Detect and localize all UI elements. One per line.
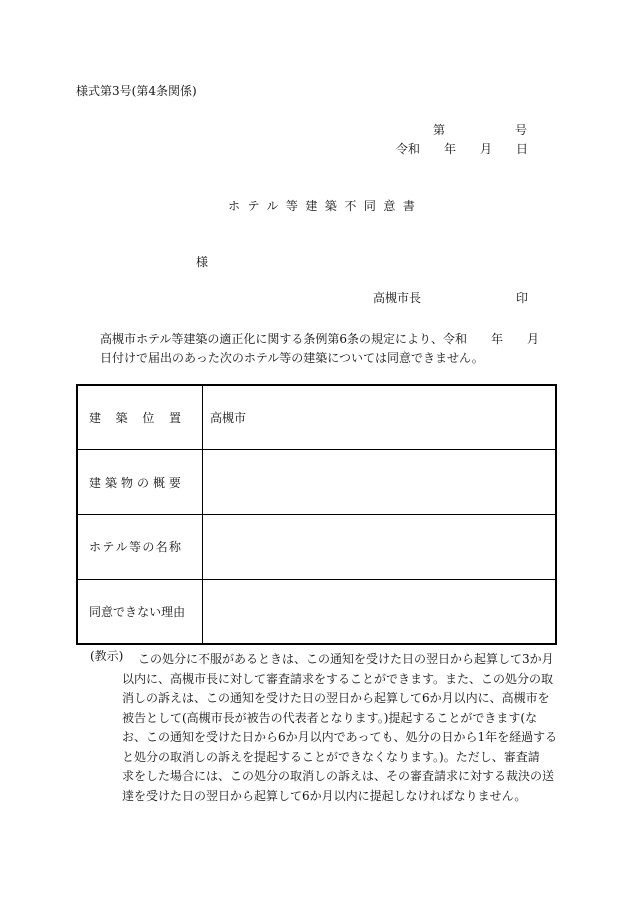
- body-line-1: 高槻市ホテル等建築の適正化に関する条例第6条の規定により、令和 年 月: [100, 332, 540, 346]
- form-number: 様式第3号(第4条関係): [76, 84, 197, 98]
- row-label-reason: [77, 579, 203, 644]
- body-text: [100, 330, 540, 368]
- spread-label: 建 築 位 置: [89, 411, 181, 426]
- table-row: [77, 579, 556, 644]
- month-label: 月: [480, 142, 493, 156]
- day-label: 日: [516, 142, 529, 156]
- row-value-overview: [203, 450, 557, 515]
- row-label-location: [77, 385, 203, 450]
- row-value-hotel-name: [203, 515, 557, 580]
- era-label: 令和: [396, 142, 421, 156]
- notice-line: 消しの訴えは、この通知を受けた日の翌日から起算して6か月以内に、高槻市を: [122, 691, 550, 705]
- notice-line: と処分の取消しの訴えを提起することができなくなります。)。ただし、審査請: [122, 749, 540, 764]
- notice-line: 以内に、高槻市長に対して審査請求をすることができます。また、この処分の取: [122, 671, 554, 686]
- notice-line: この処分に不服があるときは、この通知を受けた日の翌日から起算して3か月: [138, 652, 554, 666]
- row-label-hotel-name: [77, 515, 203, 580]
- seal-mark: 印: [516, 291, 529, 305]
- table-row: [77, 450, 556, 515]
- document-number-prefix: 第: [433, 123, 446, 137]
- row-value-reason: [203, 579, 557, 644]
- spread-label: 同 意 で き な い 理 由: [89, 604, 186, 619]
- row-value-location: 高槻市: [203, 385, 557, 450]
- addressee-suffix: 様: [196, 255, 209, 269]
- table-row: [77, 385, 556, 450]
- notice-label: (教示): [90, 649, 124, 663]
- document-number-suffix: 号: [515, 123, 528, 137]
- body-line-2: 日付けで届出のあった次のホテル等の建築については同意できません。: [100, 351, 484, 365]
- notice-line: 求をした場合には、この処分の取消しの訴えは、その審査請求に対する裁決の送: [122, 769, 555, 783]
- row-label-overview: [77, 450, 203, 515]
- spread-label: ホ テ ル 等 の 名 称: [89, 540, 181, 555]
- year-label: 年: [444, 142, 457, 156]
- information-table: [76, 384, 557, 645]
- notice-line: 被告として(高槻市長が被告の代表者となります。)提起することができます(な: [122, 710, 538, 725]
- notice-body: [122, 650, 558, 806]
- date-line: [396, 143, 528, 155]
- notice-line: 達を受けた日の翌日から起算して6か月以内に提起しなければなりません。: [122, 788, 527, 803]
- notice-line: お、この通知を受けた日から6か月以内であっても、処分の日から1年を経過する: [122, 730, 558, 744]
- issuer-name: 高槻市長: [373, 291, 422, 305]
- document-title: ホテル等建築不同意書: [228, 199, 423, 213]
- table-row: [77, 515, 556, 580]
- spread-label: 建 築 物 の 概 要: [89, 475, 181, 490]
